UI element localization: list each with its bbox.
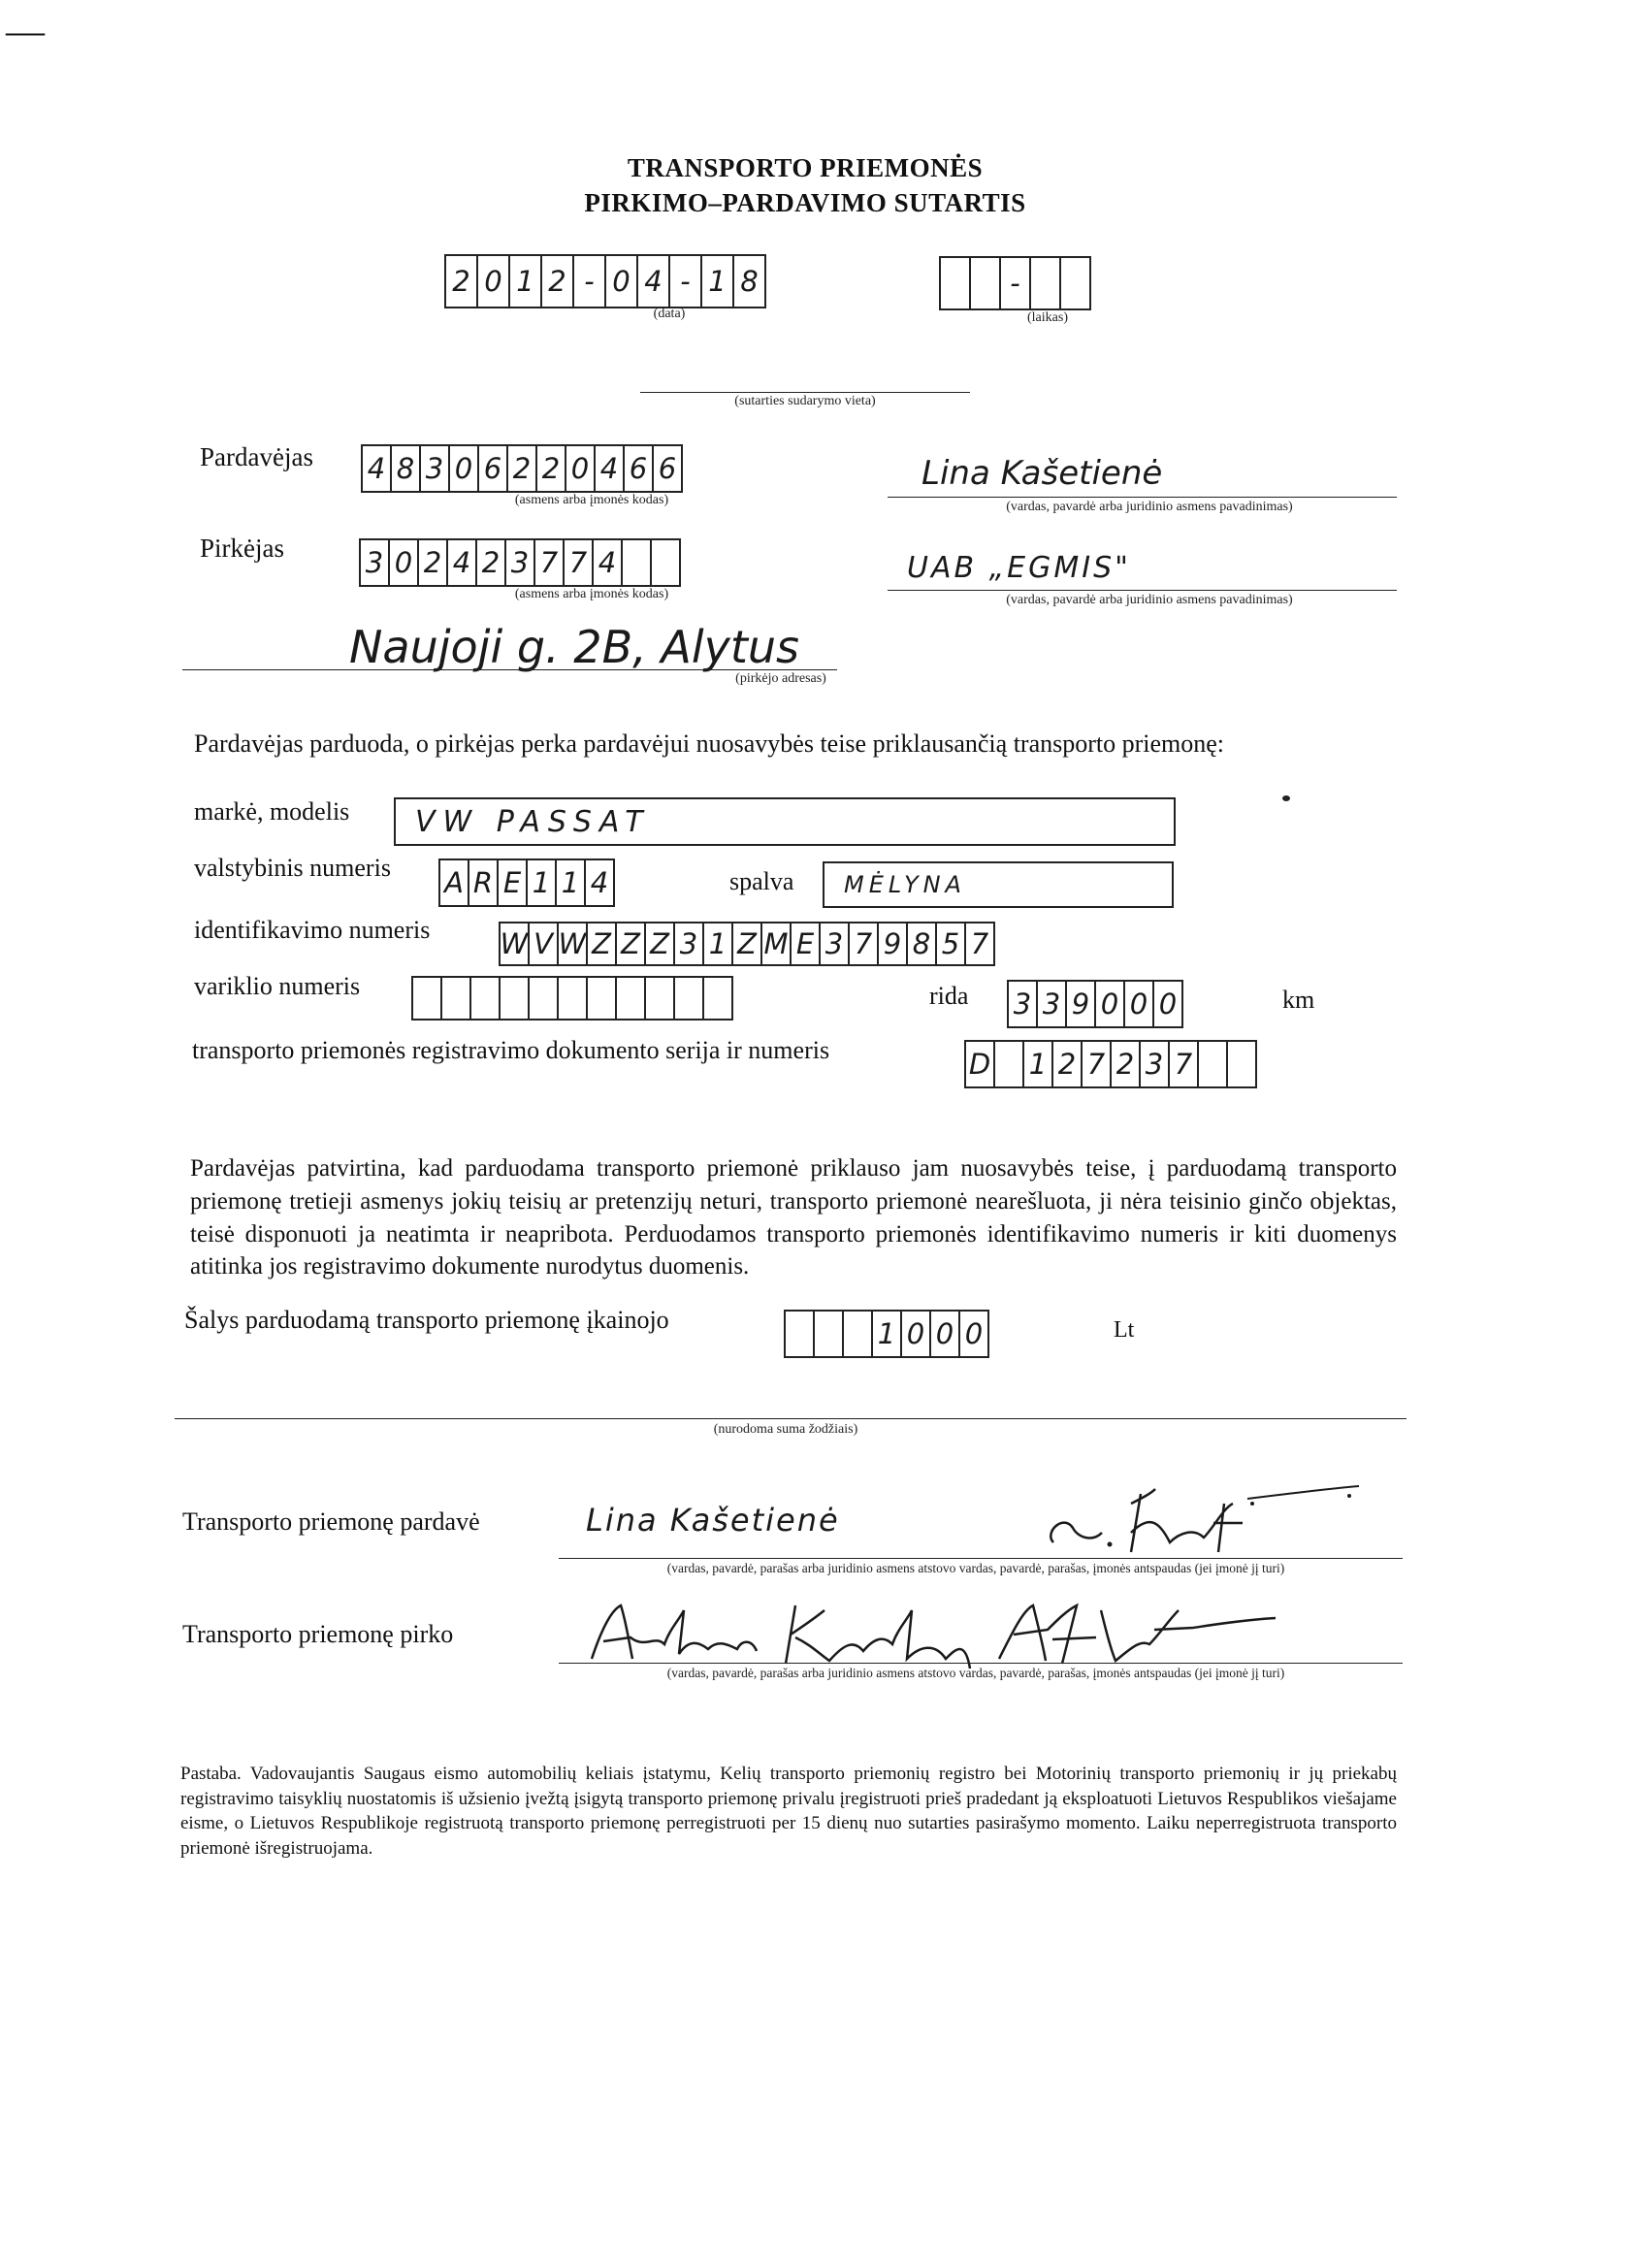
char-cell[interactable]: - — [670, 256, 702, 307]
char-cell[interactable] — [646, 978, 675, 1019]
plate-field[interactable] — [438, 859, 615, 907]
place-line[interactable] — [640, 392, 970, 393]
char-cell[interactable]: Z — [588, 923, 617, 964]
char-cell[interactable]: 2 — [542, 256, 574, 307]
char-cell[interactable]: Z — [617, 923, 646, 964]
make-model-value: VW PASSAT — [415, 804, 651, 839]
bought-by-line[interactable] — [559, 1663, 1403, 1664]
char-cell[interactable] — [413, 978, 442, 1019]
char-cell[interactable]: 4 — [586, 860, 615, 905]
char-cell[interactable] — [995, 1042, 1024, 1086]
char-cell[interactable]: 4 — [448, 540, 477, 585]
char-cell[interactable] — [1031, 258, 1061, 308]
char-cell[interactable]: 5 — [937, 923, 966, 964]
char-cell[interactable]: E — [792, 923, 821, 964]
char-cell[interactable]: 6 — [654, 446, 683, 491]
char-cell[interactable]: 0 — [450, 446, 479, 491]
char-cell[interactable]: 4 — [594, 540, 623, 585]
color-value: MĖLYNA — [844, 871, 966, 898]
legal-note: Pastaba. Vadovaujantis Saugaus eismo automobilių keliais įstatymu, Kelių transporto priemonių registro bei Motorinių transporto priemonių ir jų priekabų registravimo taisyklių nuostatomis iš užsienio įvežtą įsigytą transporto priemonę privalu įregistruoti prieš pradedant ją eksploatuoti Lietuvos Respublikos viešajame eisme, o Lietuvos Respublikoje registruotą transporto priemonę perregistruoti per 15 dienų nuo sutarties pasirašymo momento. Laiku neperregistruota transporto priemonė išregistruojama. — [180, 1764, 1397, 1859]
mileage-label: rida — [929, 982, 969, 1010]
char-cell[interactable]: 0 — [1096, 982, 1125, 1026]
buyer-address-handwritten: Naujoji g. 2B, Alytus — [349, 621, 799, 673]
make-model-field[interactable] — [394, 797, 1176, 846]
char-cell[interactable]: 3 — [1141, 1042, 1170, 1086]
char-cell[interactable] — [623, 540, 652, 585]
char-cell[interactable]: 8 — [734, 256, 766, 307]
date-caption: (data) — [653, 307, 686, 321]
char-cell[interactable] — [1061, 258, 1091, 308]
char-cell[interactable] — [501, 978, 530, 1019]
char-cell[interactable] — [1199, 1042, 1228, 1086]
char-cell[interactable]: 2 — [419, 540, 448, 585]
char-cell[interactable]: 0 — [606, 256, 638, 307]
char-cell[interactable]: 4 — [638, 256, 670, 307]
document-title-line1: TRANSPORTO PRIEMONĖS — [627, 153, 984, 182]
buyer-name-handwritten: UAB „EGMIS" — [907, 551, 1131, 585]
char-cell[interactable]: 7 — [1083, 1042, 1112, 1086]
char-cell[interactable]: 7 — [966, 923, 995, 964]
char-cell[interactable]: - — [574, 256, 606, 307]
char-cell[interactable]: M — [762, 923, 792, 964]
char-cell[interactable]: 8 — [908, 923, 937, 964]
char-cell[interactable]: A — [440, 860, 469, 905]
char-cell[interactable]: 0 — [566, 446, 596, 491]
plate-label: valstybinis numeris — [194, 854, 391, 882]
bought-by-name-handwritten — [588, 1622, 596, 1623]
char-cell[interactable]: 1 — [704, 923, 733, 964]
char-cell[interactable]: D — [966, 1042, 995, 1086]
char-cell[interactable]: 2 — [1112, 1042, 1141, 1086]
char-cell[interactable]: 9 — [1067, 982, 1096, 1026]
char-cell[interactable]: 0 — [931, 1312, 960, 1356]
price-words-caption: (nurodoma suma žodžiais) — [713, 1422, 858, 1437]
char-cell[interactable]: 0 — [1154, 982, 1183, 1026]
price-currency: Lt — [1114, 1317, 1135, 1343]
reg-doc-field[interactable] — [964, 1040, 1257, 1088]
char-cell[interactable] — [530, 978, 559, 1019]
place-caption: (sutarties sudarymo vieta) — [734, 394, 876, 408]
char-cell[interactable] — [786, 1312, 815, 1356]
char-cell[interactable]: 1 — [873, 1312, 902, 1356]
char-cell[interactable] — [815, 1312, 844, 1356]
buyer-name-line[interactable] — [888, 590, 1397, 591]
seller-label: Pardavėjas — [200, 442, 313, 471]
char-cell[interactable]: 1 — [510, 256, 542, 307]
char-cell[interactable]: W — [501, 923, 530, 964]
engine-label: variklio numeris — [194, 972, 361, 1000]
bought-by-label: Transporto priemonę pirko — [182, 1620, 454, 1648]
char-cell[interactable]: 3 — [361, 540, 390, 585]
seller-name-caption: (vardas, pavardė arba juridinio asmens pavadinimas) — [1006, 500, 1293, 514]
char-cell[interactable] — [617, 978, 646, 1019]
char-cell[interactable]: 2 — [508, 446, 537, 491]
char-cell[interactable] — [941, 258, 971, 308]
char-cell[interactable]: 2 — [477, 540, 506, 585]
char-cell[interactable]: - — [1001, 258, 1031, 308]
confirmation-paragraph: Pardavėjas patvirtina, kad parduodama transporto priemonė priklauso jam nuosavybės teise, į parduodamą transporto priemonę tretieji asmenys jokių teisių ar pretenzijų neturi, transporto priemonė nearešluota, ji nėra teisinio ginčo objektas, teisė disponuoti ja neatimta ir neapribota. Perduodamos transporto priemonės identifikavimo numeris ir kiti duomenys atitinka jos registravimo dokumente nurodytus duomenis. — [190, 1155, 1397, 1280]
char-cell[interactable]: 0 — [478, 256, 510, 307]
bought-by-caption: (vardas, pavardė, parašas arba juridinio asmens atstovo vardas, pavardė, parašas, įmonės antspaudas (jei įmonė jį turi) — [666, 1666, 1285, 1680]
char-cell[interactable]: 0 — [960, 1312, 989, 1356]
char-cell[interactable] — [1228, 1042, 1257, 1086]
char-cell[interactable]: 1 — [557, 860, 586, 905]
vin-label: identifikavimo numeris — [194, 916, 431, 944]
seller-code-field[interactable] — [361, 444, 683, 493]
char-cell[interactable]: 7 — [850, 923, 879, 964]
char-cell[interactable]: Z — [646, 923, 675, 964]
buyer-code-field[interactable] — [359, 538, 681, 587]
char-cell[interactable] — [971, 258, 1001, 308]
seller-name-handwritten: Lina Kašetienė — [922, 454, 1163, 493]
seller-name-line[interactable] — [888, 497, 1397, 498]
char-cell[interactable]: 3 — [506, 540, 535, 585]
char-cell[interactable] — [844, 1312, 873, 1356]
color-field[interactable] — [823, 861, 1174, 908]
sold-by-line[interactable] — [559, 1558, 1403, 1559]
intro-sentence: Pardavėjas parduoda, o pirkėjas perka pardavėjui nuosavybės teise priklausančią transporto priemonę: — [194, 729, 1225, 758]
time-field[interactable] — [939, 256, 1091, 310]
char-cell[interactable]: 3 — [1038, 982, 1067, 1026]
price-field[interactable] — [784, 1310, 989, 1358]
sold-by-label: Transporto priemonę pardavė — [182, 1507, 480, 1536]
reg-doc-label: transporto priemonės registravimo dokumento serija ir numeris — [192, 1036, 830, 1064]
char-cell[interactable] — [704, 978, 733, 1019]
char-cell[interactable]: W — [559, 923, 588, 964]
char-cell[interactable]: 3 — [821, 923, 850, 964]
char-cell[interactable]: 2 — [537, 446, 566, 491]
char-cell[interactable]: 1 — [702, 256, 734, 307]
char-cell[interactable]: 7 — [1170, 1042, 1199, 1086]
char-cell[interactable]: 6 — [479, 446, 508, 491]
buyer-label: Pirkėjas — [200, 534, 284, 563]
char-cell[interactable]: V — [530, 923, 559, 964]
char-cell[interactable]: E — [499, 860, 528, 905]
char-cell[interactable] — [675, 978, 704, 1019]
char-cell[interactable]: 4 — [596, 446, 625, 491]
make-model-label: markė, modelis — [194, 797, 350, 826]
seller-code-caption: (asmens arba įmonės kodas) — [514, 493, 669, 507]
char-cell[interactable]: 8 — [392, 446, 421, 491]
date-field[interactable] — [444, 254, 766, 308]
char-cell[interactable]: 3 — [675, 923, 704, 964]
char-cell[interactable]: 3 — [1009, 982, 1038, 1026]
time-caption: (laikas) — [1027, 310, 1068, 325]
seller-signature — [1034, 1474, 1364, 1562]
char-cell[interactable] — [652, 540, 681, 585]
color-label: spalva — [729, 867, 794, 895]
char-cell[interactable]: 7 — [565, 540, 594, 585]
char-cell[interactable] — [588, 978, 617, 1019]
mileage-unit: km — [1282, 986, 1315, 1014]
sold-by-caption: (vardas, pavardė, parašas arba juridinio asmens atstovo vardas, pavardė, parašas, įmonės antspaudas (jei įmonė jį turi) — [666, 1561, 1285, 1575]
char-cell[interactable]: 9 — [879, 923, 908, 964]
char-cell[interactable]: 4 — [363, 446, 392, 491]
char-cell[interactable]: 1 — [528, 860, 557, 905]
buyer-name-caption: (vardas, pavardė arba juridinio asmens pavadinimas) — [1006, 593, 1293, 607]
char-cell[interactable] — [442, 978, 471, 1019]
char-cell[interactable]: 3 — [421, 446, 450, 491]
engine-field[interactable] — [411, 976, 733, 1021]
char-cell[interactable]: 0 — [390, 540, 419, 585]
char-cell[interactable]: 2 — [1053, 1042, 1083, 1086]
char-cell[interactable]: R — [469, 860, 499, 905]
char-cell[interactable]: 6 — [625, 446, 654, 491]
char-cell[interactable]: 0 — [902, 1312, 931, 1356]
buyer-address-caption: (pirkėjo adresas) — [735, 671, 826, 686]
char-cell[interactable]: 0 — [1125, 982, 1154, 1026]
char-cell[interactable] — [559, 978, 588, 1019]
vin-field[interactable] — [499, 922, 995, 966]
char-cell[interactable]: 1 — [1024, 1042, 1053, 1086]
char-cell[interactable]: Z — [733, 923, 762, 964]
corner-mark: — — [6, 9, 45, 52]
price-words-line[interactable] — [175, 1418, 1406, 1419]
document-title-line2: PIRKIMO–PARDAVIMO SUTARTIS — [584, 188, 1026, 217]
char-cell[interactable] — [471, 978, 501, 1019]
mileage-field[interactable] — [1007, 980, 1183, 1028]
price-label: Šalys parduodamą transporto priemonę įkainojo — [184, 1306, 669, 1334]
buyer-code-caption: (asmens arba įmonės kodas) — [514, 587, 669, 601]
buyer-address-line[interactable] — [182, 669, 837, 670]
ink-dot — [1282, 795, 1290, 801]
sold-by-name-handwritten: Lina Kašetienė — [586, 1502, 840, 1539]
char-cell[interactable]: 7 — [535, 540, 565, 585]
char-cell[interactable]: 2 — [446, 256, 478, 307]
